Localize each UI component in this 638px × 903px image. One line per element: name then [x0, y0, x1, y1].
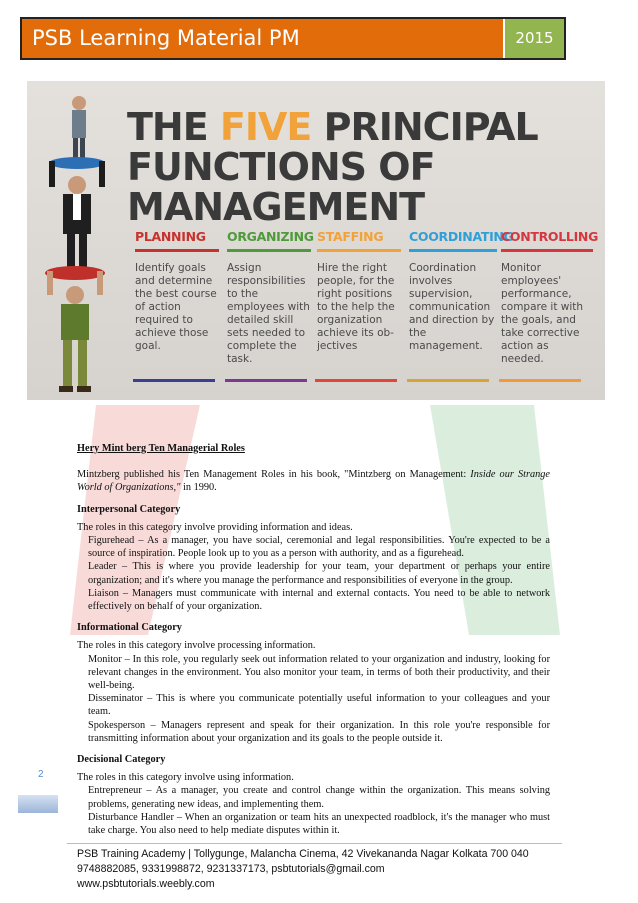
page-header [20, 17, 566, 60]
column-text: Identify goals and determine the best course of action required to achieve those goal. [135, 262, 217, 352]
column-bottom-line [315, 379, 397, 382]
poster-title-prefix: THE [127, 105, 208, 149]
column-organizing [227, 229, 314, 366]
section-title-decisional: Decisional Category [77, 754, 166, 766]
column-bottom-line [133, 379, 215, 382]
column-underline [227, 249, 311, 252]
column-heading: ORGANIZING [227, 229, 314, 244]
column-heading: STAFFING [317, 229, 384, 244]
column-heading: COORDINATING [409, 229, 514, 244]
column-underline [409, 249, 497, 252]
column-planning [135, 229, 219, 353]
column-text: Assign responsibilities to the employees with detailed skill sets needed to complete the task. [227, 262, 310, 365]
column-bottom-line [407, 379, 489, 382]
book-title: Inside our Strange World of Organizations," [77, 469, 550, 494]
poster-title-accent: FIVE [219, 105, 312, 149]
role-item: Disturbance Handler – When an organization or team hits an unexpected roadblock, it's the manager who must take charge. You also need to help mediate disputes within it. [88, 811, 550, 837]
section-title-interpersonal: Interpersonal Category [77, 503, 181, 515]
five-functions-poster [27, 81, 605, 400]
column-staffing [317, 229, 401, 353]
role-item: Liaison – Managers must communicate with internal and external contacts. You need to be able to network effectively on behalf of your organization. [88, 587, 550, 613]
section-title-informational: Informational Category [77, 622, 182, 634]
role-item: Spokesperson – Managers represent and speak for their organization. In this role you're responsible for transmitting information about your organization and its goals to the people outside it. [88, 719, 550, 744]
page-number: 2 [38, 769, 44, 780]
column-text: Monitor employees' performance, compare it with the goals, and take corrective action as needed. [501, 262, 584, 365]
poster-title-line2: FUNCTIONS OF MANAGEMENT [127, 145, 435, 229]
header-title: PSB Learning Material PM [22, 19, 505, 58]
column-text: Coordination involves supervision, communication and direction by the management. [409, 262, 495, 352]
column-underline [317, 249, 401, 252]
footer-divider [67, 843, 562, 844]
footer-contacts: 9748882085, 9331998872, 9231337173, psbtutorials@gmail.com [77, 863, 385, 875]
column-text: Hire the right people, for the right positions to the help the organization achieve its ob-jectives [317, 262, 395, 352]
page-footer [77, 847, 577, 892]
role-item: Entrepreneur – As a manager, you create and control change within the organization. This means solving problems, generating new ideas, and implementing them. [88, 785, 550, 810]
poster-title [127, 107, 605, 227]
doc-intro [77, 468, 550, 494]
doc-heading: Hery Mint berg Ten Managerial Roles [77, 443, 245, 454]
document-body [77, 442, 550, 837]
column-bottom-line [499, 379, 581, 382]
page-tab-decoration [18, 795, 58, 813]
column-controlling [501, 229, 599, 366]
section-lead: The roles in this category involve using information. [77, 772, 294, 784]
column-coordinating [409, 229, 514, 353]
poster-title-rest: PRINCIPAL [323, 105, 538, 149]
column-heading: PLANNING [135, 229, 206, 244]
role-item: Leader – This is where you provide leadership for your team, your department or perhaps your entire organization; and it's where you manage the performance and responsibilities of everyone in the group. [88, 561, 550, 586]
column-bottom-line [225, 379, 307, 382]
section-lead: The roles in this category involve processing information. [77, 640, 316, 652]
role-item: Figurehead – As a manager, you have social, ceremonial and legal responsibilities. You're expected to be a source of inspiration. People look up to you as a person with authority, and as a figurehead. [88, 535, 550, 560]
intro-text-b: in 1990. [180, 482, 217, 494]
column-underline [135, 249, 219, 252]
role-item: Disseminator – This is where you communicate potentially useful information to your colleagues and your team. [88, 693, 550, 718]
header-year: 2015 [505, 19, 564, 58]
column-underline [501, 249, 593, 252]
intro-text-a: Mintzberg published his Ten Management Roles in his book, "Mintzberg on Management: [77, 469, 471, 481]
column-heading: CONTROLLING [501, 229, 599, 244]
section-lead: The roles in this category involve providing information and ideas. [77, 521, 353, 533]
footer-website[interactable]: www.psbtutorials.weebly.com [77, 878, 215, 890]
footer-address: PSB Training Academy | Tollygunge, Malancha Cinema, 42 Vivekananda Nagar Kolkata 700 040 [77, 848, 529, 860]
role-item: Monitor – In this role, you regularly seek out information related to your organization and industry, looking for relevant changes in the environment. You also monitor your team, in terms of both their productivity, and their well-being. [88, 653, 550, 692]
